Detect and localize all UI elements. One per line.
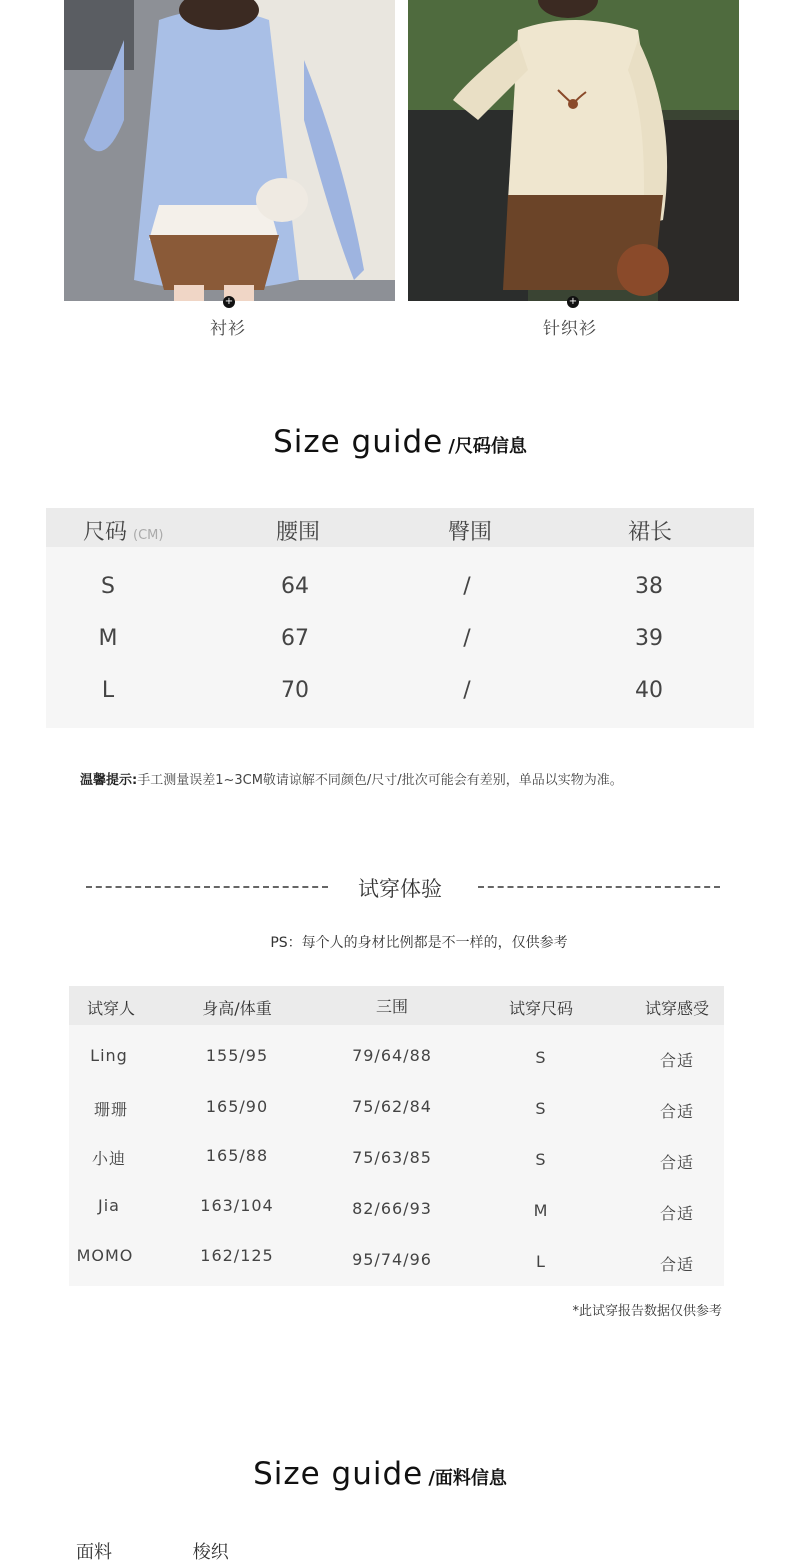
trial-cell: 合适 xyxy=(659,1204,694,1223)
size-cell: / xyxy=(463,626,471,651)
trial-cell: 163/104 xyxy=(200,1196,274,1215)
trial-cell: 合适 xyxy=(659,1255,694,1274)
fabric-guide-title xyxy=(0,1456,800,1492)
size-cell: / xyxy=(463,574,471,599)
trial-cell: S xyxy=(535,1048,547,1067)
size-guide-title-en: Size guide xyxy=(273,424,444,460)
trial-cell: 合适 xyxy=(659,1153,694,1172)
knit-outfit-illustration xyxy=(408,0,739,301)
trial-header-height-weight: 身高/体重 xyxy=(202,999,272,1018)
trial-cell: 165/88 xyxy=(205,1146,269,1165)
trial-cell: 75/62/84 xyxy=(352,1097,432,1116)
size-cell: 64 xyxy=(281,574,309,599)
size-cell: 70 xyxy=(281,678,309,703)
product-photo-shirt xyxy=(64,0,395,301)
trial-header-measurements: 三围 xyxy=(375,997,408,1016)
size-guide-title xyxy=(0,424,800,460)
trial-cell: S xyxy=(535,1150,547,1169)
trial-cell: 95/74/96 xyxy=(352,1250,432,1269)
trial-cell: Ling xyxy=(90,1046,128,1065)
note-text: 手工测量误差1~3CM敬请谅解不同颜色/尺寸/批次可能会有差别，单品以实物为准。 xyxy=(137,773,623,788)
size-cell: 39 xyxy=(635,626,663,651)
trial-header-person: 试穿人 xyxy=(86,999,135,1018)
trial-cell: 162/125 xyxy=(200,1246,274,1265)
trial-cell: 珊珊 xyxy=(93,1100,128,1119)
divider-right xyxy=(478,886,720,888)
measurement-note xyxy=(80,769,623,788)
trial-cell: 82/66/93 xyxy=(352,1199,432,1218)
trial-cell: S xyxy=(535,1099,547,1118)
size-header-waist: 腰围 xyxy=(275,520,320,545)
shirt-hotspot-icon[interactable]: + xyxy=(224,296,234,307)
size-cell: S xyxy=(101,574,115,599)
trial-cell: M xyxy=(533,1201,549,1220)
trial-title: 试穿体验 xyxy=(358,877,442,901)
trial-ps: PS：每个人的身材比例都是不一样的，仅供参考 xyxy=(270,935,568,951)
note-label: 温馨提示: xyxy=(80,773,138,788)
fabric-value: 梭织 xyxy=(192,1542,229,1563)
trial-footnote: *此试穿报告数据仅供参考 xyxy=(572,1304,722,1319)
trial-header-feel: 试穿感受 xyxy=(644,999,709,1018)
trial-cell: 小迪 xyxy=(91,1149,126,1168)
trial-cell: L xyxy=(536,1252,546,1271)
trial-cell: 79/64/88 xyxy=(352,1046,432,1065)
product-photo-knit xyxy=(408,0,739,301)
size-cell: L xyxy=(101,678,115,703)
knit-hotspot-icon[interactable]: + xyxy=(568,296,578,307)
trial-cell: 75/63/85 xyxy=(352,1148,432,1167)
fabric-label: 面料 xyxy=(76,1542,112,1563)
trial-cell: 合适 xyxy=(659,1102,694,1121)
size-header-hip: 臀围 xyxy=(447,520,492,545)
trial-cell: 合适 xyxy=(659,1051,694,1070)
size-cell: 38 xyxy=(635,574,663,599)
trial-cell: Jia xyxy=(98,1196,120,1215)
size-header-unit: (CM) xyxy=(133,528,164,543)
trial-cell: 165/90 xyxy=(205,1097,269,1116)
size-cell: 40 xyxy=(635,678,663,703)
trial-header-size: 试穿尺码 xyxy=(508,999,573,1018)
fabric-guide-title-zh: /面料信息 xyxy=(428,1468,507,1489)
size-cell: / xyxy=(463,678,471,703)
shirt-caption: 衬衫 xyxy=(210,319,246,339)
fabric-guide-title-en: Size guide xyxy=(253,1456,424,1492)
knit-caption: 针织衫 xyxy=(543,319,597,339)
size-guide-title-zh: /尺码信息 xyxy=(448,436,527,457)
size-cell: 67 xyxy=(281,626,309,651)
trial-cell: MOMO xyxy=(76,1246,134,1265)
size-header-length: 裙长 xyxy=(627,520,672,545)
fabric-row xyxy=(76,1538,229,1564)
trial-cell: 155/95 xyxy=(205,1046,269,1065)
size-header-size: 尺码 (CM) xyxy=(83,520,164,545)
size-cell: M xyxy=(98,626,118,651)
shirt-outfit-illustration xyxy=(64,0,395,301)
